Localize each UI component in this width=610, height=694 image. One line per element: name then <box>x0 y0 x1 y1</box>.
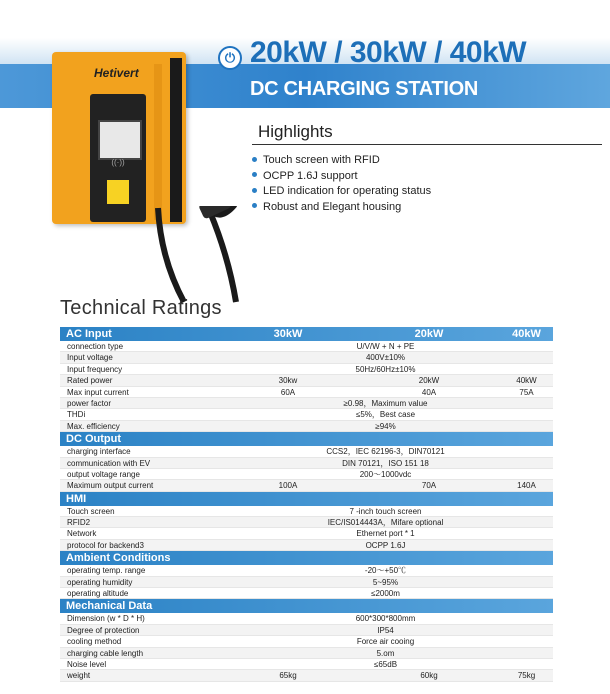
column-header: 20kW <box>414 328 444 340</box>
row-value: 100A <box>278 481 298 491</box>
plug-icon: ⏻ <box>218 46 242 70</box>
section-header <box>60 327 553 341</box>
row-value: ≥94% <box>375 421 396 431</box>
row-value: 60A <box>280 387 296 397</box>
section-title: Mechanical Data <box>66 600 153 613</box>
table-row <box>60 517 553 528</box>
bullet-icon <box>252 157 257 162</box>
row-label: Max input current <box>67 387 129 397</box>
table-row <box>60 458 553 469</box>
list-item: LED indication for operating status <box>252 184 431 200</box>
row-value: 50Hz/60Hz±10% <box>355 364 416 374</box>
row-label: charging cable length <box>67 648 144 658</box>
row-value: 600*300*800mm <box>355 614 416 624</box>
table-row <box>60 341 553 352</box>
row-label: Input frequency <box>67 364 123 374</box>
row-label: protocol for backend3 <box>67 540 144 550</box>
table-row <box>60 613 553 624</box>
row-value: Force air cooing <box>356 637 415 647</box>
section-header <box>60 492 553 506</box>
row-label: Degree of protection <box>67 625 140 635</box>
spec-table <box>60 327 553 682</box>
row-value: ≥0.98，Maximum value <box>343 398 428 408</box>
row-value: 5~95% <box>372 577 399 587</box>
row-label: Touch screen <box>67 506 115 516</box>
row-value: 30kw <box>278 376 298 386</box>
row-value: CCS2，IEC 62196-3，DIN70121 <box>326 447 445 457</box>
list-item: OCPP 1.6J support <box>252 169 431 185</box>
table-row <box>60 480 553 491</box>
row-label: communication with EV <box>67 458 151 468</box>
column-header: 30kW <box>273 328 303 340</box>
table-row <box>60 588 553 599</box>
table-row <box>60 506 553 517</box>
section-title: HMI <box>66 492 87 505</box>
row-value: DIN 70121，ISO 151 18 <box>342 458 429 468</box>
highlights-list <box>252 153 431 215</box>
section-rows <box>60 565 553 599</box>
section-title: Ambient Conditions <box>66 552 171 565</box>
rfid-icon: ((·)) <box>111 158 125 167</box>
row-value: 60kg <box>420 671 438 681</box>
row-label: operating humidity <box>67 577 133 587</box>
table-row <box>60 659 553 670</box>
table-row <box>60 540 553 551</box>
table-row <box>60 636 553 647</box>
table-row <box>60 421 553 432</box>
row-label: operating altitude <box>67 589 129 599</box>
charger-emergency-button <box>107 180 129 204</box>
section-rows <box>60 506 553 552</box>
row-label: RFID2 <box>67 518 91 528</box>
row-value: 200～1000vdc <box>359 469 412 479</box>
section-header <box>60 432 553 446</box>
charger-brand-logo: Hetivert <box>94 66 139 80</box>
table-row <box>60 409 553 420</box>
bullet-icon <box>252 172 257 177</box>
highlights-title: Highlights <box>258 122 333 141</box>
row-value: IP54 <box>377 625 394 635</box>
row-label: charging interface <box>67 447 131 457</box>
row-value: 20kW <box>418 376 440 386</box>
column-header: 40kW <box>512 328 541 340</box>
row-value: OCPP 1.6J <box>365 540 406 550</box>
row-label: cooling method <box>67 637 122 647</box>
row-value: Ethernet port * 1 <box>356 529 415 539</box>
section-header <box>60 599 553 613</box>
row-label: THDi <box>67 410 86 420</box>
row-value: IEC/IS014443A，Mifare optional <box>327 518 444 528</box>
row-value: ≤65dB <box>373 659 398 669</box>
row-label: Maximum output current <box>67 481 154 491</box>
row-label: weight <box>67 671 91 681</box>
section-rows <box>60 446 553 492</box>
bullet-icon <box>252 188 257 193</box>
row-value: ≤5%，Best case <box>355 410 416 420</box>
technical-ratings-title: Technical Ratings <box>60 297 222 319</box>
page-title: 20kW / 30kW / 40kW <box>250 36 527 69</box>
table-row <box>60 648 553 659</box>
table-row <box>60 375 553 386</box>
table-row <box>60 398 553 409</box>
table-row <box>60 625 553 636</box>
row-value: 65kg <box>279 671 297 681</box>
section-title: AC Input <box>66 328 112 340</box>
charging-cable-icon <box>150 206 240 306</box>
table-row <box>60 670 553 681</box>
row-value: 140A <box>517 481 536 491</box>
charger-side-stripe <box>154 64 162 220</box>
row-value: 40A <box>421 387 437 397</box>
highlights-divider <box>252 144 602 145</box>
charger-side-panel <box>170 58 182 222</box>
section-header <box>60 551 553 565</box>
row-value: 75A <box>519 387 534 397</box>
row-value: 7 -inch touch screen <box>349 506 422 516</box>
row-value: U/V/W + N + PE <box>356 342 415 351</box>
row-value: 400V±10% <box>365 353 406 363</box>
row-value: ≤2000m <box>371 589 400 599</box>
section-rows <box>60 341 553 432</box>
table-row <box>60 577 553 588</box>
table-row <box>60 446 553 457</box>
row-value: 5.om <box>376 648 395 658</box>
table-row <box>60 565 553 576</box>
row-label: Max. efficiency <box>67 421 120 431</box>
row-label: Rated power <box>67 376 113 386</box>
table-row <box>60 364 553 375</box>
row-label: output voltage range <box>67 469 140 479</box>
section-rows <box>60 613 553 681</box>
row-value: 70A <box>421 481 437 491</box>
list-item: Touch screen with RFID <box>252 153 431 169</box>
row-label: connection type <box>67 342 124 351</box>
row-value: 75kg <box>517 671 536 681</box>
list-item: Robust and Elegant housing <box>252 200 431 216</box>
row-label: Network <box>67 529 97 539</box>
charger-screen <box>98 120 142 160</box>
row-value: -20～+50℃ <box>364 566 407 576</box>
row-label: Input voltage <box>67 353 113 363</box>
bullet-icon <box>252 203 257 208</box>
row-label: Noise level <box>67 659 107 669</box>
row-label: Dimension (w * D * H) <box>67 614 145 624</box>
row-label: power factor <box>67 398 112 408</box>
table-row <box>60 387 553 398</box>
row-label: operating temp. range <box>67 566 146 576</box>
table-row <box>60 352 553 363</box>
charger-image <box>52 52 186 224</box>
row-value: 40kW <box>516 376 537 386</box>
table-row <box>60 469 553 480</box>
section-title: DC Output <box>66 433 121 446</box>
page-subtitle: DC CHARGING STATION <box>250 78 478 100</box>
table-row <box>60 528 553 539</box>
